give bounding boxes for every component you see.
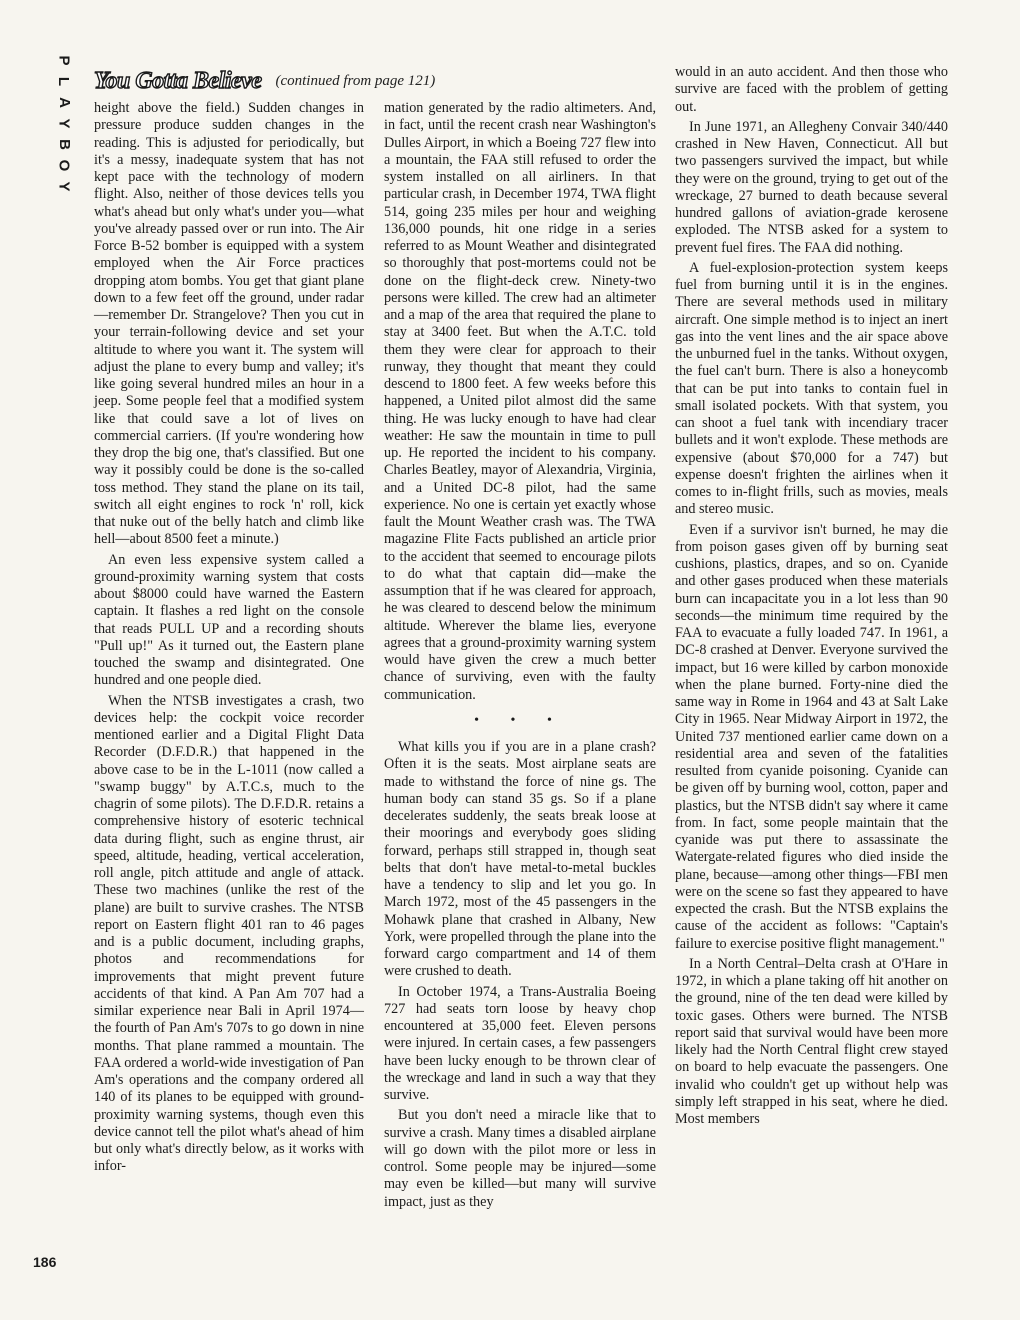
continued-note: (continued from page 121) bbox=[275, 72, 436, 89]
paragraph: would in an auto accident. And then those who survive are faced with the problem of getting out. bbox=[675, 64, 948, 115]
paragraph: What kills you if you are in a plane crash? Often it is the seats. Most airplane seats are made to withstand the force of nine gs. The human body can stand 35 gs. So if a plane decelerates suddenly, the seats break loose at their moorings and everybody goes sliding forward, perhaps still strapped in, though seat belts that don't have metal-to-metal buckles have a tendency to slip and let you go. In March 1972, most of the 45 passengers in the Mohawk plane that crashed in Albany, New York, were propelled through the plane into the forward cargo compartment and 14 of them were crushed to death. bbox=[384, 739, 656, 980]
article-logo: You Gotta Believe bbox=[94, 67, 262, 94]
paragraph: But you don't need a miracle like that to survive a crash. Many times a disabled airplane will go down with the pilot more or less in control. Some people may be injured—some may even be killed—but many will survive impact, just as they bbox=[384, 1107, 656, 1210]
side-letter: Y bbox=[55, 118, 73, 129]
paragraph: height above the field.) Sudden changes in pressure produce sudden changes in the reading. This is adjusted for periodically, but it's a messy, inadequate system that has not kept pace with the technology of modern flight. Also, neither of those devices tells you what's ahead but only what's under you—what you've already passed over or run into. The Air Force B-52 bomber is equipped with a system employed when the Air Force practices dropping atom bombs. You get that giant plane down to a few feet off the ground, under radar—remember Dr. Strangelove? Then you cut in your terrain-following device and set your altitude to where you want it. The system will adjust the plane to every bump and valley; it's like going several hundred miles an hour in a jeep. Some people feel that a modified system like that could save a lot of lives on commercial carriers. (If you're wondering how they drop the big one, that's classified. But one way it possibly could be done is the so-called toss method. They stand the plane on its tail, switch all eight engines to rock 'n' roll, kick that nuke out of the belly hatch and climb like hell—about 8500 feet a minute.) bbox=[94, 100, 364, 548]
side-letter: B bbox=[55, 139, 73, 150]
paragraph: In a North Central–Delta crash at O'Hare in 1972, in which a plane taking off hit another on the ground, nine of the ten dead were killed by toxic gases. Others were burned. The NTSB report said that survival would have been more likely had the North Central flight crew stayed on board to help evacuate the passengers. One invalid who couldn't get up without help was simply left strapped in his seat, where he died. Most members bbox=[675, 955, 948, 1127]
side-letter: O bbox=[55, 159, 73, 172]
paragraph: An even less expensive system called a ground-proximity warning system that costs about $8000 could have warned the Eastern captain. It flashes a red light on the console that reads PULL UP and a recording shouts "Pull up!" As it turned out, the Eastern plane touched the swamp and disintegrated. One hundred and one people died. bbox=[94, 551, 364, 689]
paragraph: In June 1971, an Allegheny Convair 340/440 crashed in New Haven, Connecticut. All but two passengers survived the impact, but while they were on the ground, trying to get out of the wreckage, 27 burned to death because several hundred gallons of aviation-grade kerosene exploded. The NTSB asked for a system to prevent fuel fires. The FAA did nothing. bbox=[675, 118, 948, 256]
text-column-1 bbox=[94, 100, 364, 1179]
magazine-side-label bbox=[54, 50, 74, 197]
paragraph: A fuel-explosion-protection system keeps fuel from burning until it is in the engines. There are several methods used in military aircraft. One simple method is to inject an inert gas into the vent lines and the air space above the unburned fuel in the tanks. Without oxygen, the fuel can't burn. There is also a honeycomb that can be put into tanks to contain fuel in small isolated pockets. With that system, you can shoot a fuel tank with incendiary tracer bullets and it won't explode. These methods are expensive (about $70,000 for a 747) but expense doesn't frighten the airlines when it comes to in-flight frills, such as movies, meals and stereo music. bbox=[675, 259, 948, 518]
article-header bbox=[94, 64, 435, 98]
paragraph: When the NTSB investigates a crash, two devices help: the cockpit voice recorder mentioned earlier and a Digital Flight Data Recorder (D.F.D.R.) that happened in the above case to be in the L-1011 (now called a "swamp buggy" by A.T.C.s, much to the chagrin of some pilots). The D.F.D.R. retains a comprehensive history of esoteric technical data during flight, such as engine thrust, air speed, altitude, heading, vertical acceleration, roll angle, pitch attitude and angle of attack. These two machines (unlike the rest of the plane) are built to survive crashes. The NTSB report on Eastern flight 401 ran to 46 pages and is a public document, including graphs, photos and recommendations for improvements that might prevent future accidents of that kind. A Pan Am 707 had a similar experience near Bali in April 1974—the fourth of Pan Am's 707s to go down in nine months. That plane rammed a mountain. The FAA ordered a world-wide investigation of Pan Am's operations and the company ordered all 140 of its planes to be equipped with ground-proximity warning systems, though even this device cannot tell the pilot what's ahead of him but only what's directly below, as it works with infor- bbox=[94, 692, 364, 1175]
page-number: 186 bbox=[33, 1254, 57, 1270]
side-letter: P bbox=[55, 55, 73, 66]
paragraph: In October 1974, a Trans-Australia Boeing 727 had seats torn loose by heavy chop encountered at 35,000 feet. Eleven persons were injured. In certain cases, a few passengers have been lucky enough to be thrown clear of the wreckage and land in such a way that they survive. bbox=[384, 983, 656, 1103]
text-column-2 bbox=[384, 100, 656, 1214]
paragraph: Even if a survivor isn't burned, he may die from poison gases given off by burning seat cushions, plastics, drapes, and so on. Cyanide and other gases produced when these materials burn can incapacitate you in a lot less than 90 seconds—the minimum time required by the FAA to evacuate a fully loaded 747. In 1961, a DC-8 crashed at Denver. Everyone survived the impact, but 16 were killed by carbon monoxide when the plane burned. Forty-nine died the same way in Rome in 1964 and 43 at Salt Lake City in 1965. Near Midway Airport in 1972, the United 737 mentioned earlier came down on a residential area and seven of the fatalities resulted from cyanide poisoning. Cyanide can be given off by burning wool, cotton, paper and plastics, but the NTSB didn't say where it came from. In fact, some people maintain that the cyanide was put there to assassinate the Watergate-related figures who died inside the plane, because—among other things—FBI men were on the scene so fast they appeared to have expected the crash. But the NTSB explains the cause of the accident as follows: "Captain's failure to exercise positive flight management." bbox=[675, 521, 948, 952]
paragraph: mation generated by the radio altimeters. And, in fact, until the recent crash near Washington's Dulles Airport, in which a Boeing 727 flew into a mountain, the FAA still refused to order the system installed on all airliners. In that particular crash, in December 1974, TWA flight 514, going 235 miles per hour and weighing 136,000 pounds, hit one ridge in a series referred to as Mount Weather and disintegrated so thoroughly that post-mortems could not be done on the flight-deck crew. Ninety-two persons were killed. The crew had an altimeter and a map of the area that required the plane to stay at 3400 feet. But when the A.T.C. told them they were clear for approach to their runway, they thought that meant they could descend to 1800 feet. A few weeks before this happened, a United pilot almost did the same thing. He was lucky enough to have had clear weather: He saw the mountain in time to pull up. He reported the incident to his company. Charles Beatley, mayor of Alexandria, Virginia, and a United DC-8 pilot, had the same experience. No one is certain yet exactly whose fault the Mount Weather crash was. The TWA magazine Flite Facts published an article prior to the accident that seemed to encourage pilots to do what that captain did—make the assumption that if he was cleared for approach, he was cleared to descend below the minimum altitude. Wherever the blame lies, everyone agrees that a ground-proximity warning system would have given the crew a much better chance of surviving, even with the faulty communication. bbox=[384, 100, 656, 703]
text-column-3 bbox=[675, 64, 948, 1131]
section-separator: • • • bbox=[474, 712, 566, 728]
side-letter: A bbox=[55, 97, 73, 108]
side-letter: Y bbox=[55, 181, 73, 192]
side-letter: L bbox=[55, 76, 73, 87]
